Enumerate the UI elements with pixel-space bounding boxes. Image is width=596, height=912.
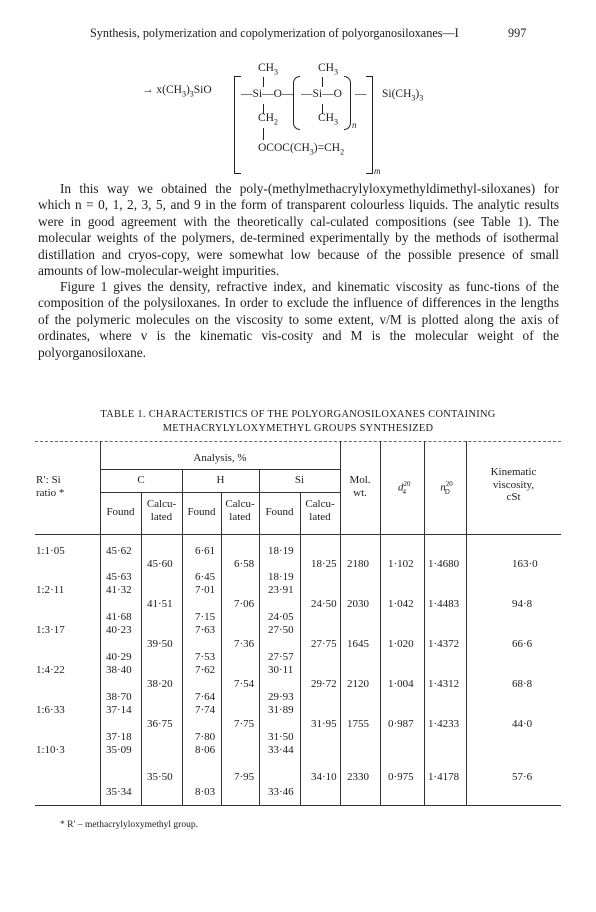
col-rule xyxy=(182,469,183,805)
header-si: Si xyxy=(294,474,305,486)
row2-si-calc: 24·50 xyxy=(311,598,337,610)
row3-si-found-a: 27·50 xyxy=(268,624,294,636)
row4-viscosity: 68·8 xyxy=(512,678,533,690)
row2-c-calc: 41·51 xyxy=(147,598,173,610)
row5-density: 0·987 xyxy=(388,718,414,730)
row4-ratio: 1:4·22 xyxy=(36,664,65,676)
row6-viscosity: 57·6 xyxy=(512,771,533,783)
row3-si-calc: 27·75 xyxy=(311,638,337,650)
col-rule xyxy=(259,469,260,805)
row4-si-calc: 29·72 xyxy=(311,678,337,690)
header-mol-wt: Mol. wt. xyxy=(349,474,371,499)
row5-mol-wt: 1755 xyxy=(347,718,369,730)
row1-h-calc: 6·58 xyxy=(234,558,255,570)
row2-refractive: 1·4483 xyxy=(428,598,460,610)
row4-h-found-b: 7·64 xyxy=(195,691,216,703)
table-caption-line-2: METHACRYLYLOXYMETHYL GROUPS SYNTHESIZED xyxy=(162,422,434,434)
header-bottom-rule xyxy=(35,534,561,535)
header-si-found: Found xyxy=(265,506,294,518)
header-ratio: R′: Si ratio * xyxy=(36,474,65,499)
row3-h-calc: 7·36 xyxy=(234,638,255,650)
row4-si-found-a: 30·11 xyxy=(268,664,294,676)
row4-h-found-a: 7·62 xyxy=(195,664,216,676)
row2-density: 1·042 xyxy=(388,598,414,610)
header-si-calc: Calcu- lated xyxy=(305,498,335,523)
row6-h-found-b: 8·03 xyxy=(195,786,216,798)
formula-prefix: → $x(CH_3)_3SiO$ xyxy=(142,84,212,99)
row6-density: 0·975 xyxy=(388,771,414,783)
row5-refractive: 1·4233 xyxy=(428,718,460,730)
row3-h-found-b: 7·53 xyxy=(195,651,216,663)
row4-c-calc: 38·20 xyxy=(147,678,173,690)
row4-refractive: 1·4312 xyxy=(428,678,460,690)
row1-c-found: 45·62 xyxy=(106,545,132,557)
table-caption-line-1: TABLE 1. CHARACTERISTICS OF THE POLYORGANOSILOXANES CONTAINING xyxy=(100,409,496,420)
row2-si-found-c: 24·05 xyxy=(268,611,294,623)
row6-h-found-a: 8·06 xyxy=(195,744,216,756)
row4-c-found-b: 38·70 xyxy=(106,691,132,703)
row1-si-calc: 18·25 xyxy=(311,558,337,570)
si-o-1: —Si—O— xyxy=(241,88,294,100)
row5-h-found-a: 7·74 xyxy=(195,704,216,716)
ch2-group: $CH_2$ xyxy=(258,112,278,127)
row1-mol-wt: 2180 xyxy=(347,558,369,570)
row5-si-found-b: 31·50 xyxy=(268,731,294,743)
row5-viscosity: 44·0 xyxy=(512,718,533,730)
table-top-rule xyxy=(35,441,561,442)
row2-c-found-b: 41·32 xyxy=(106,584,132,596)
row6-h-calc: 7·95 xyxy=(234,771,255,783)
row5-c-found-a: 37·14 xyxy=(106,704,132,716)
header-c: C xyxy=(137,474,145,486)
row2-c-found-c: 41·68 xyxy=(106,611,132,623)
header-refractive-index: $n^{20}_D$ xyxy=(440,480,453,496)
row6-si-found-a: 33·44 xyxy=(268,744,294,756)
analysis-rule xyxy=(100,469,340,470)
row6-c-found-a: 35·09 xyxy=(106,744,132,756)
row2-si-found-a: 18·19 xyxy=(268,571,294,583)
header-c-found: Found xyxy=(106,506,135,518)
row1-si-found: 18·19 xyxy=(268,545,294,557)
row4-density: 1·004 xyxy=(388,678,414,690)
row3-viscosity: 66·6 xyxy=(512,638,533,650)
paragraph-1-text: In this way we obtained the poly-(methylmethacrylyloxymethyldimethyl-siloxanes) for which n = 0, 1, 2, 3, 5, and 9 in the form of transparent colourless liquids. The analytic results were in good agreement with the theoretically cal-culated compositions (see Table 1). The molecular weights of the polymers, de-termined experimentally by the methods of isothermal distillation and cryos-copy, were somewhat low because of the possible presence of small amounts of low-molecular-weight impurities. xyxy=(38,181,559,279)
table-bottom-rule xyxy=(35,805,561,806)
n-subscript: n xyxy=(352,120,357,130)
end-group: $Si(CH_3)_3$ xyxy=(382,88,424,103)
row3-h-found-a: 7·63 xyxy=(195,624,216,636)
row4-c-found-a: 38·40 xyxy=(106,664,132,676)
dash: — xyxy=(355,88,367,100)
row3-si-found-b: 27·57 xyxy=(268,651,294,663)
row1-c-calc: 45·60 xyxy=(147,558,173,570)
row2-si-found-b: 23·91 xyxy=(268,584,294,596)
ch3-bottom: $CH_3$ xyxy=(318,112,338,127)
row3-mol-wt: 1645 xyxy=(347,638,369,650)
row2-viscosity: 94·8 xyxy=(512,598,533,610)
row5-ratio: 1:6·33 xyxy=(36,704,65,716)
ch3-top-1: $CH_3$ xyxy=(258,62,278,77)
col-rule-sub xyxy=(300,492,301,805)
row6-si-calc: 34·10 xyxy=(311,771,337,783)
row1-density: 1·102 xyxy=(388,558,414,570)
col-rule-sub xyxy=(141,492,142,805)
header-viscosity: Kinematic viscosity, cSt xyxy=(490,466,537,503)
header-analysis: Analysis, % xyxy=(193,452,247,464)
row5-c-calc: 36·75 xyxy=(147,718,173,730)
row4-mol-wt: 2120 xyxy=(347,678,369,690)
col-rule-sub xyxy=(221,492,222,805)
row2-ratio: 1:2·11 xyxy=(36,584,65,596)
row5-h-found-b: 7·80 xyxy=(195,731,216,743)
element-rule xyxy=(100,492,340,493)
row2-h-found-c: 7·15 xyxy=(195,611,216,623)
header-density: $d^{20}_4$ xyxy=(398,480,411,496)
row6-mol-wt: 2330 xyxy=(347,771,369,783)
row5-si-found-a: 31·89 xyxy=(268,704,294,716)
row2-c-found-a: 45·63 xyxy=(106,571,132,583)
table-footnote: * R′ – methacrylyloxymethyl group. xyxy=(60,820,198,830)
header-c-calc: Calcu- lated xyxy=(146,498,177,523)
row4-si-found-b: 29·93 xyxy=(268,691,294,703)
si-o-2: —Si—O xyxy=(301,88,342,100)
row1-h-found: 6·61 xyxy=(195,545,216,557)
row3-c-found-a: 40·23 xyxy=(106,624,132,636)
header-h: H xyxy=(216,474,225,486)
row1-viscosity: 163·0 xyxy=(512,558,538,570)
row3-density: 1·020 xyxy=(388,638,414,650)
ch3-top-2: $CH_3$ xyxy=(318,62,338,77)
row2-mol-wt: 2030 xyxy=(347,598,369,610)
ococ-group: $OCOC(CH_3)=CH_2$ xyxy=(258,142,345,157)
row6-ratio: 1:10·3 xyxy=(36,744,65,756)
paragraph-2-text: Figure 1 gives the density, refractive index, and kinematic viscosity as func-tions of the composition of the polysiloxanes. In order to exclude the influence of differences in the lengths of the polymeric molecules on the viscosity to some extent, v/M is plotted along the axis of ordinates, where v is the kinematic vis-cosity and M is the molecular weight of the polyorganosiloxane. xyxy=(38,279,559,360)
row5-si-calc: 31·95 xyxy=(311,718,337,730)
row3-ratio: 1:3·17 xyxy=(36,624,65,636)
header-h-calc: Calcu- lated xyxy=(225,498,255,523)
row6-si-found-b: 33·46 xyxy=(268,786,294,798)
row5-c-found-b: 37·18 xyxy=(106,731,132,743)
row6-c-found-b: 35·34 xyxy=(106,786,132,798)
row1-refractive: 1·4680 xyxy=(428,558,460,570)
row3-c-found-b: 40·29 xyxy=(106,651,132,663)
row5-h-calc: 7·75 xyxy=(234,718,255,730)
running-head-title: Synthesis, polymerization and copolymerization of polyorganosiloxanes—I xyxy=(90,26,459,40)
row2-h-calc: 7·06 xyxy=(234,598,255,610)
m-subscript: m xyxy=(374,166,381,176)
row2-h-found-a: 6·45 xyxy=(195,571,216,583)
header-h-found: Found xyxy=(187,506,216,518)
row1-ratio: 1:1·05 xyxy=(36,545,65,557)
row2-h-found-b: 7·01 xyxy=(195,584,216,596)
row4-h-calc: 7·54 xyxy=(234,678,255,690)
row3-refractive: 1·4372 xyxy=(428,638,460,650)
col-rule xyxy=(100,441,101,805)
row3-c-calc: 39·50 xyxy=(147,638,173,650)
row6-refractive: 1·4178 xyxy=(428,771,460,783)
page-number: 997 xyxy=(508,26,527,40)
row6-c-calc: 35·50 xyxy=(147,771,173,783)
